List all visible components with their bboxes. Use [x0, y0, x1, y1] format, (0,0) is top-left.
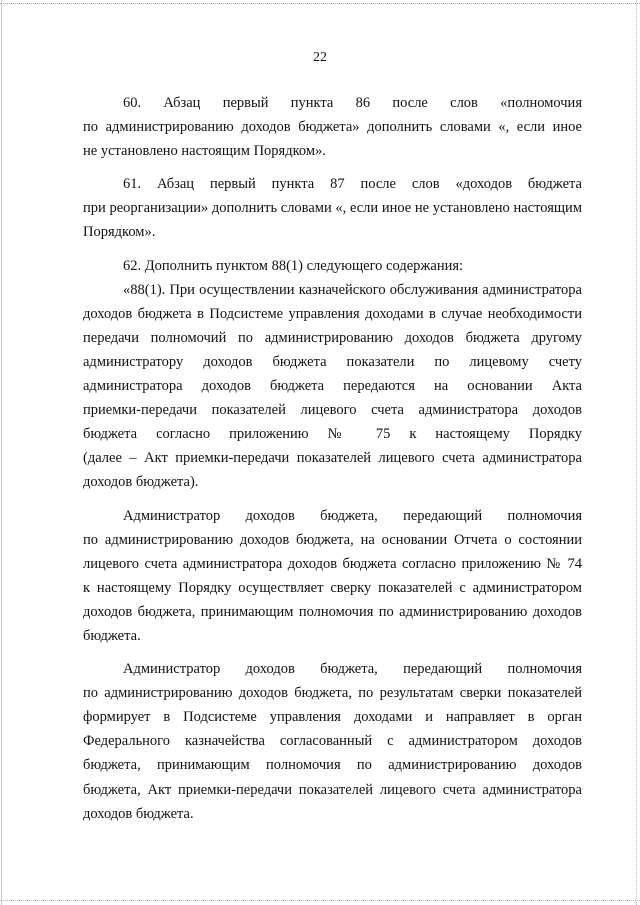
- page-number: 22: [313, 50, 327, 65]
- text-line: 61. Абзац первый пункта 87 после слов «доходов бюджета: [123, 176, 582, 193]
- text-line: бюджета, Акт приемки-передачи показателей лицевого счета администратора: [83, 781, 582, 798]
- paragraph-60: [83, 91, 582, 163]
- text-line: бюджета согласно приложению № 75 к настоящему Порядку: [83, 426, 582, 443]
- text-line: администратора доходов бюджета передаются на основании Акта: [83, 378, 582, 395]
- paragraph-61: [83, 172, 582, 244]
- text-line: «88(1). При осуществлении казначейского обслуживания администратора: [123, 281, 582, 298]
- text-line: бюджета.: [83, 627, 141, 644]
- text-line: администратору доходов бюджета показатели по лицевому счету: [83, 353, 582, 370]
- text-line: доходов бюджета в Подсистеме управления доходами в случае необходимости: [83, 305, 582, 322]
- text-line: передачи полномочий по администрированию доходов бюджета другому: [83, 329, 582, 346]
- text-line: 62. Дополнить пунктом 88(1) следующего содержания:: [123, 257, 464, 274]
- text-line: Администратор доходов бюджета, передающий полномочия: [123, 507, 582, 524]
- text-line: по администрированию доходов бюджета, по результатам сверки показателей: [83, 685, 582, 702]
- scan-edge-bottom: [0, 900, 640, 901]
- text-line: по администрированию доходов бюджета» дополнить словами «, если иное: [83, 119, 582, 136]
- scan-edge-right: [636, 0, 637, 905]
- text-line: доходов бюджета).: [83, 474, 199, 491]
- scan-edge-top: [0, 3, 640, 4]
- text-line: Администратор доходов бюджета, передающий полномочия: [123, 661, 582, 678]
- text-line: Порядком».: [83, 224, 156, 241]
- text-line: по администрированию доходов бюджета, на основании Отчета о состоянии: [83, 531, 582, 548]
- text-line: при реорганизации» дополнить словами «, если иное не установлено настоящим: [83, 200, 582, 217]
- text-line: к настоящему Порядку осуществляет сверку показателей с администратором: [83, 579, 582, 596]
- text-line: доходов бюджета.: [83, 805, 194, 822]
- text-line: не установлено настоящим Порядком».: [83, 143, 326, 160]
- paragraph-88-1: [83, 278, 582, 495]
- scan-edge-left: [1, 0, 2, 905]
- paragraph-administrator-2: [83, 657, 582, 826]
- paragraph-62: [116, 254, 582, 278]
- text-line: лицевого счета администратора доходов бюджета согласно приложению № 74: [83, 555, 582, 572]
- text-line: 60. Абзац первый пункта 86 после слов «полномочия: [123, 95, 582, 111]
- text-line: доходов бюджета, принимающим полномочия по администрированию доходов: [83, 603, 582, 620]
- paragraph-administrator-1: [83, 504, 582, 649]
- text-line: бюджета, принимающим полномочия по администрированию доходов: [83, 757, 582, 774]
- document-body: [83, 91, 582, 826]
- text-line: Федерального казначейства согласованный с администратором доходов: [83, 733, 582, 750]
- text-line: формирует в Подсистеме управления доходами и направляет в орган: [83, 709, 582, 726]
- text-line: приемки-передачи показателей лицевого счета администратора доходов: [83, 402, 582, 419]
- text-line: (далее – Акт приемки-передачи показателей лицевого счета администратора: [83, 450, 582, 467]
